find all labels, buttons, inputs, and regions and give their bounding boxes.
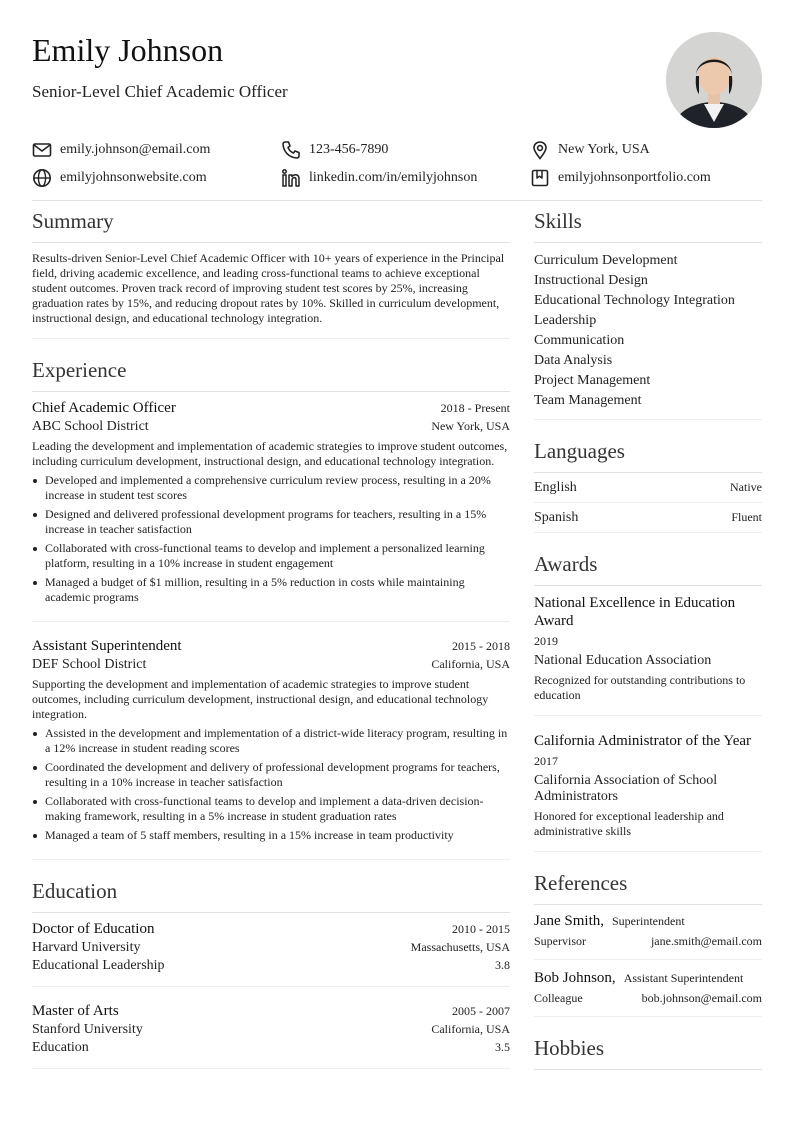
reference-email[interactable]: jane.smith@email.com xyxy=(650,934,762,948)
contact-portfolio[interactable] xyxy=(530,168,762,188)
summary-section xyxy=(32,208,510,339)
job-achievements xyxy=(32,473,510,605)
section-title: References xyxy=(534,870,762,905)
reference-title: Superintendent xyxy=(612,914,685,928)
school-name: Stanford University xyxy=(32,1022,143,1037)
section-title: Awards xyxy=(534,551,762,586)
section-title: Skills xyxy=(534,208,762,243)
job-achievements xyxy=(32,726,510,843)
globe-icon xyxy=(32,168,52,188)
skill-item: Curriculum Development xyxy=(534,253,678,268)
language-level: Native xyxy=(730,480,762,494)
award-year: 2017 xyxy=(534,754,558,768)
website-text: emilyjohnsonwebsite.com xyxy=(60,170,207,185)
skill-item: Data Analysis xyxy=(534,353,613,368)
award-organization: California Association of School Administrators xyxy=(534,773,718,804)
award-entry xyxy=(534,586,762,716)
skill-item: Instructional Design xyxy=(534,273,648,288)
portfolio-icon xyxy=(530,168,550,188)
skill-item: Communication xyxy=(534,333,625,348)
achievement-item: Collaborated with cross-functional teams to develop and implement a personalized learning platform, resulting in a 10% increase in student engagement xyxy=(45,541,510,571)
linkedin-icon xyxy=(281,168,301,188)
language-name: Spanish xyxy=(534,510,579,525)
skills-list xyxy=(534,243,762,420)
job-role: Assistant Superintendent xyxy=(32,638,182,654)
candidate-name: Emily Johnson xyxy=(32,32,224,68)
section-title: Hobbies xyxy=(534,1035,762,1070)
reference-entry xyxy=(534,962,762,1017)
envelope-icon xyxy=(32,140,52,160)
skill-item: Educational Technology Integration xyxy=(534,293,735,308)
contact-info xyxy=(32,136,762,192)
header-divider xyxy=(32,200,762,201)
phone-text: 123-456-7890 xyxy=(309,142,389,157)
contact-location xyxy=(530,140,762,160)
section-title: Languages xyxy=(534,438,762,473)
awards-section xyxy=(534,551,762,852)
job-organization: DEF School District xyxy=(32,657,147,672)
award-name: California Administrator of the Year xyxy=(534,733,752,749)
reference-name: Jane Smith, xyxy=(534,913,604,929)
degree: Doctor of Education xyxy=(32,921,155,937)
resume-header xyxy=(32,32,762,132)
languages-section xyxy=(534,438,762,533)
contact-phone[interactable] xyxy=(281,140,530,160)
summary-text: Results-driven Senior-Level Chief Academic Officer with 10+ years of experience in the Principal field, driving academic excellence, and leading cross-functional teams to achieve exceptional student outcomes. Proven track record of improving student test scores by 25%, increasing graduation rates by 15%, and reducing dropout rates by 10%. Skilled in curriculum development, instructional design, and educational technology integration. xyxy=(32,243,510,339)
profile-photo-icon xyxy=(666,32,762,128)
achievement-item: Designed and delivered professional development programs for teachers, resulting in a 15% increase in teacher satisfaction xyxy=(45,507,510,537)
achievement-item: Coordinated the development and delivery of professional development programs for teachers, resulting in a 10% increase in teacher satisfaction xyxy=(45,760,510,790)
reference-email[interactable]: bob.johnson@email.com xyxy=(641,991,762,1005)
achievement-item: Developed and implemented a comprehensive curriculum review process, resulting in a 20% increase in student test scores xyxy=(45,473,510,503)
language-item xyxy=(534,503,762,533)
section-title: Education xyxy=(32,878,510,913)
school-location: California, USA xyxy=(431,1022,510,1036)
experience-entry xyxy=(32,630,510,860)
email-text: emily.johnson@email.com xyxy=(60,142,211,157)
education-dates: 2005 - 2007 xyxy=(452,1004,510,1018)
education-section xyxy=(32,878,510,1069)
section-title: Experience xyxy=(32,357,510,392)
portfolio-text: emilyjohnsonportfolio.com xyxy=(558,170,711,185)
award-entry xyxy=(534,724,762,852)
section-title: Summary xyxy=(32,208,510,243)
achievement-item: Managed a team of 5 staff members, resulting in a 15% increase in team productivity xyxy=(45,828,510,843)
school-name: Harvard University xyxy=(32,940,141,955)
skills-section xyxy=(534,208,762,420)
main-column xyxy=(32,208,510,1087)
award-year: 2019 xyxy=(534,634,558,648)
linkedin-text: linkedin.com/in/emilyjohnson xyxy=(309,170,478,185)
reference-title: Assistant Superintendent xyxy=(623,971,744,985)
candidate-title: Senior-Level Chief Academic Officer xyxy=(32,82,288,101)
field-of-study: Education xyxy=(32,1040,89,1055)
contact-row xyxy=(32,164,762,192)
reference-name: Bob Johnson, xyxy=(534,970,616,986)
award-description: Recognized for outstanding contributions to education xyxy=(534,673,746,702)
achievement-item: Managed a budget of $1 million, resulting in a 5% reduction in costs while maintaining academic programs xyxy=(45,575,510,605)
education-entry xyxy=(32,995,510,1069)
award-description: Honored for exceptional leadership and administrative skills xyxy=(534,809,724,838)
job-description: Leading the development and implementation of academic strategies to improve student outcomes, including curriculum development, instructional design, and educational technology integration. xyxy=(32,439,508,468)
contact-email[interactable] xyxy=(32,140,281,160)
degree: Master of Arts xyxy=(32,1003,119,1019)
award-name: National Excellence in Education Award xyxy=(534,595,736,629)
reference-relation: Supervisor xyxy=(534,934,586,948)
skill-item: Project Management xyxy=(534,373,651,388)
contact-row xyxy=(32,136,762,164)
phone-icon xyxy=(281,140,301,160)
field-of-study: Educational Leadership xyxy=(32,958,165,973)
experience-entry xyxy=(32,392,510,622)
contact-website[interactable] xyxy=(32,168,281,188)
language-item xyxy=(534,473,762,503)
job-dates: 2018 - Present xyxy=(440,401,510,415)
education-dates: 2010 - 2015 xyxy=(452,922,510,936)
map-pin-icon xyxy=(530,140,550,160)
experience-section xyxy=(32,357,510,860)
skill-item: Leadership xyxy=(534,313,597,328)
gpa: 3.5 xyxy=(495,1040,510,1054)
side-column xyxy=(534,208,762,1088)
job-role: Chief Academic Officer xyxy=(32,400,176,416)
contact-linkedin[interactable] xyxy=(281,168,530,188)
references-section xyxy=(534,870,762,1017)
achievement-item: Collaborated with cross-functional teams to develop and implement a data-driven decision-making framework, resulting in a 5% increase in student graduation rates xyxy=(45,794,510,824)
skill-item: Team Management xyxy=(534,393,642,408)
language-name: English xyxy=(534,480,577,495)
job-organization: ABC School District xyxy=(32,419,149,434)
job-dates: 2015 - 2018 xyxy=(452,639,510,653)
job-description: Supporting the development and implementation of academic strategies to improve student outcomes, including curriculum development, instructional design, and educational technology integration. xyxy=(32,677,489,721)
location-text: New York, USA xyxy=(558,142,650,157)
reference-entry xyxy=(534,905,762,960)
education-entry xyxy=(32,913,510,987)
job-location: California, USA xyxy=(431,657,510,671)
hobbies-section xyxy=(534,1035,762,1070)
language-level: Fluent xyxy=(731,510,762,524)
school-location: Massachusetts, USA xyxy=(410,940,510,954)
reference-relation: Colleague xyxy=(534,991,583,1005)
profile-photo xyxy=(666,32,762,128)
job-location: New York, USA xyxy=(431,419,510,433)
gpa: 3.8 xyxy=(495,958,510,972)
award-organization: National Education Association xyxy=(534,653,712,668)
achievement-item: Assisted in the development and implementation of a district-wide literacy program, resulting in a 12% increase in student reading scores xyxy=(45,726,510,756)
